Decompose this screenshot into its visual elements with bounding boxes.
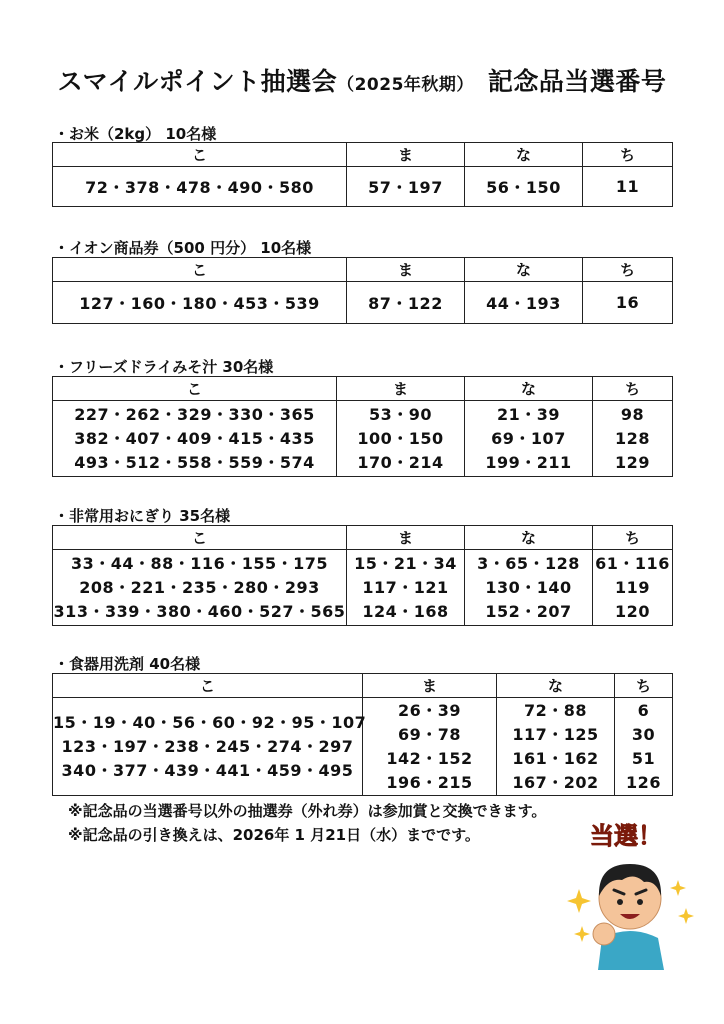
table-header-row [53,258,673,282]
number-line: 123・197・238・245・274・297 [61,736,354,756]
title-tail: 記念品当選番号 [487,67,667,96]
column-header: ま [347,526,465,550]
winning-numbers-na [465,550,593,626]
number-line: 15・19・40・56・60・92・95・107 [53,712,367,732]
number-line: 21・39 [496,404,561,424]
note-deadline: ※記念品の引き換えは、2026年 1 月21日（水）までです。 [68,826,480,844]
number-line: 124・168 [362,601,449,621]
number-line: 129 [615,452,650,472]
prize-table-detergent [52,673,673,796]
page-title [0,62,724,98]
winning-numbers-ko [53,698,367,796]
number-line: 69・78 [397,724,462,744]
column-header: ち [615,674,673,698]
column-header: こ [53,143,347,167]
table-row [53,401,673,477]
number-line: 3・65・128 [477,553,580,573]
table-header-row [53,143,673,167]
celebrating-boy-icon [560,810,700,970]
winning-numbers-chi [615,698,673,796]
number-line: 340・377・439・441・459・495 [61,760,354,780]
winning-numbers-ko [53,550,347,626]
winning-numbers-chi [593,401,673,477]
table-row [53,550,673,626]
prize-table-miso-soup [52,376,673,477]
number-line: 493・512・558・559・574 [74,452,315,472]
number-line: 69・107 [491,428,566,448]
winning-numbers-na: 44・193 [465,282,583,324]
number-line: 199・211 [485,452,572,472]
number-line: 313・339・380・460・527・565 [53,601,346,621]
number-line: 170・214 [357,452,444,472]
winning-numbers-ko: 72・378・478・490・580 [53,167,347,207]
table-header-row [53,377,673,401]
number-line: 130・140 [485,577,572,597]
number-line: 128 [615,428,650,448]
number-line: 53・90 [368,404,433,424]
number-line: 61・116 [595,553,670,573]
section-label-rice: ・お米（2kg） 10名様 [54,125,217,143]
number-line: 382・407・409・415・435 [74,428,315,448]
column-header: ま [363,674,497,698]
illustration-caption: 当選！ [590,822,662,850]
number-line: 72・88 [523,700,588,720]
number-line: 15・21・34 [354,553,457,573]
column-header: な [465,143,583,167]
number-line: 227・262・329・330・365 [74,404,315,424]
column-header: ち [583,258,673,282]
table-header-row [53,674,673,698]
number-line: 167・202 [512,772,599,792]
number-line: 126 [626,772,661,792]
prize-table-rice-ball [52,525,673,626]
column-header: ち [593,526,673,550]
winning-numbers-ko [53,401,337,477]
winning-numbers-ma [347,550,465,626]
column-header: ち [583,143,673,167]
winning-numbers-na [465,401,593,477]
winning-numbers-chi: 16 [583,282,673,324]
number-line: 117・121 [362,577,449,597]
number-line: 208・221・235・280・293 [79,577,320,597]
number-line: 142・152 [386,748,473,768]
title-main: スマイルポイント抽選会 [57,67,338,96]
winning-numbers-na: 56・150 [465,167,583,207]
column-header: ま [337,377,465,401]
number-line: 161・162 [512,748,599,768]
note-consolation: ※記念品の当選番号以外の抽選券（外れ券）は参加賞と交換できます。 [68,802,547,820]
winning-numbers-chi [593,550,673,626]
title-sub: （2025年秋期） [337,75,474,95]
section-label-miso-soup: ・フリーズドライみそ汁 30名様 [54,358,274,376]
winning-numbers-ma: 57・197 [347,167,465,207]
number-line: 26・39 [397,700,462,720]
number-line: 117・125 [512,724,599,744]
prize-table-gift-card [52,257,673,324]
number-line: 120 [615,601,650,621]
winning-numbers-ma [337,401,465,477]
table-row [53,167,673,207]
number-line: 51 [631,748,656,768]
number-line: 30 [631,724,656,744]
column-header: な [465,377,593,401]
section-label-rice-ball: ・非常用おにぎり 35名様 [54,507,231,525]
prize-table-rice [52,142,673,207]
winning-numbers-ma [363,698,497,796]
number-line: 100・150 [357,428,444,448]
number-line: 196・215 [386,772,473,792]
winning-numbers-ma: 87・122 [347,282,465,324]
table-header-row [53,526,673,550]
column-header: こ [53,258,347,282]
number-line: 98 [620,404,645,424]
number-line: 33・44・88・116・155・175 [71,553,328,573]
number-line: 119 [615,577,650,597]
column-header: こ [53,526,347,550]
column-header: ち [593,377,673,401]
section-label-gift-card: ・イオン商品券（500 円分） 10名様 [54,239,312,257]
number-line: 6 [637,700,650,720]
winning-numbers-ko: 127・160・180・453・539 [53,282,347,324]
number-line: 152・207 [485,601,572,621]
winning-numbers-na [497,698,615,796]
column-header: ま [347,258,465,282]
column-header: な [465,258,583,282]
column-header: こ [53,377,337,401]
table-row [53,282,673,324]
section-label-detergent: ・食器用洗剤 40名様 [54,655,201,673]
winner-illustration [560,810,700,970]
table-row [53,698,673,796]
winning-numbers-chi: 11 [583,167,673,207]
column-header: な [497,674,615,698]
column-header: な [465,526,593,550]
column-header: こ [53,674,363,698]
column-header: ま [347,143,465,167]
